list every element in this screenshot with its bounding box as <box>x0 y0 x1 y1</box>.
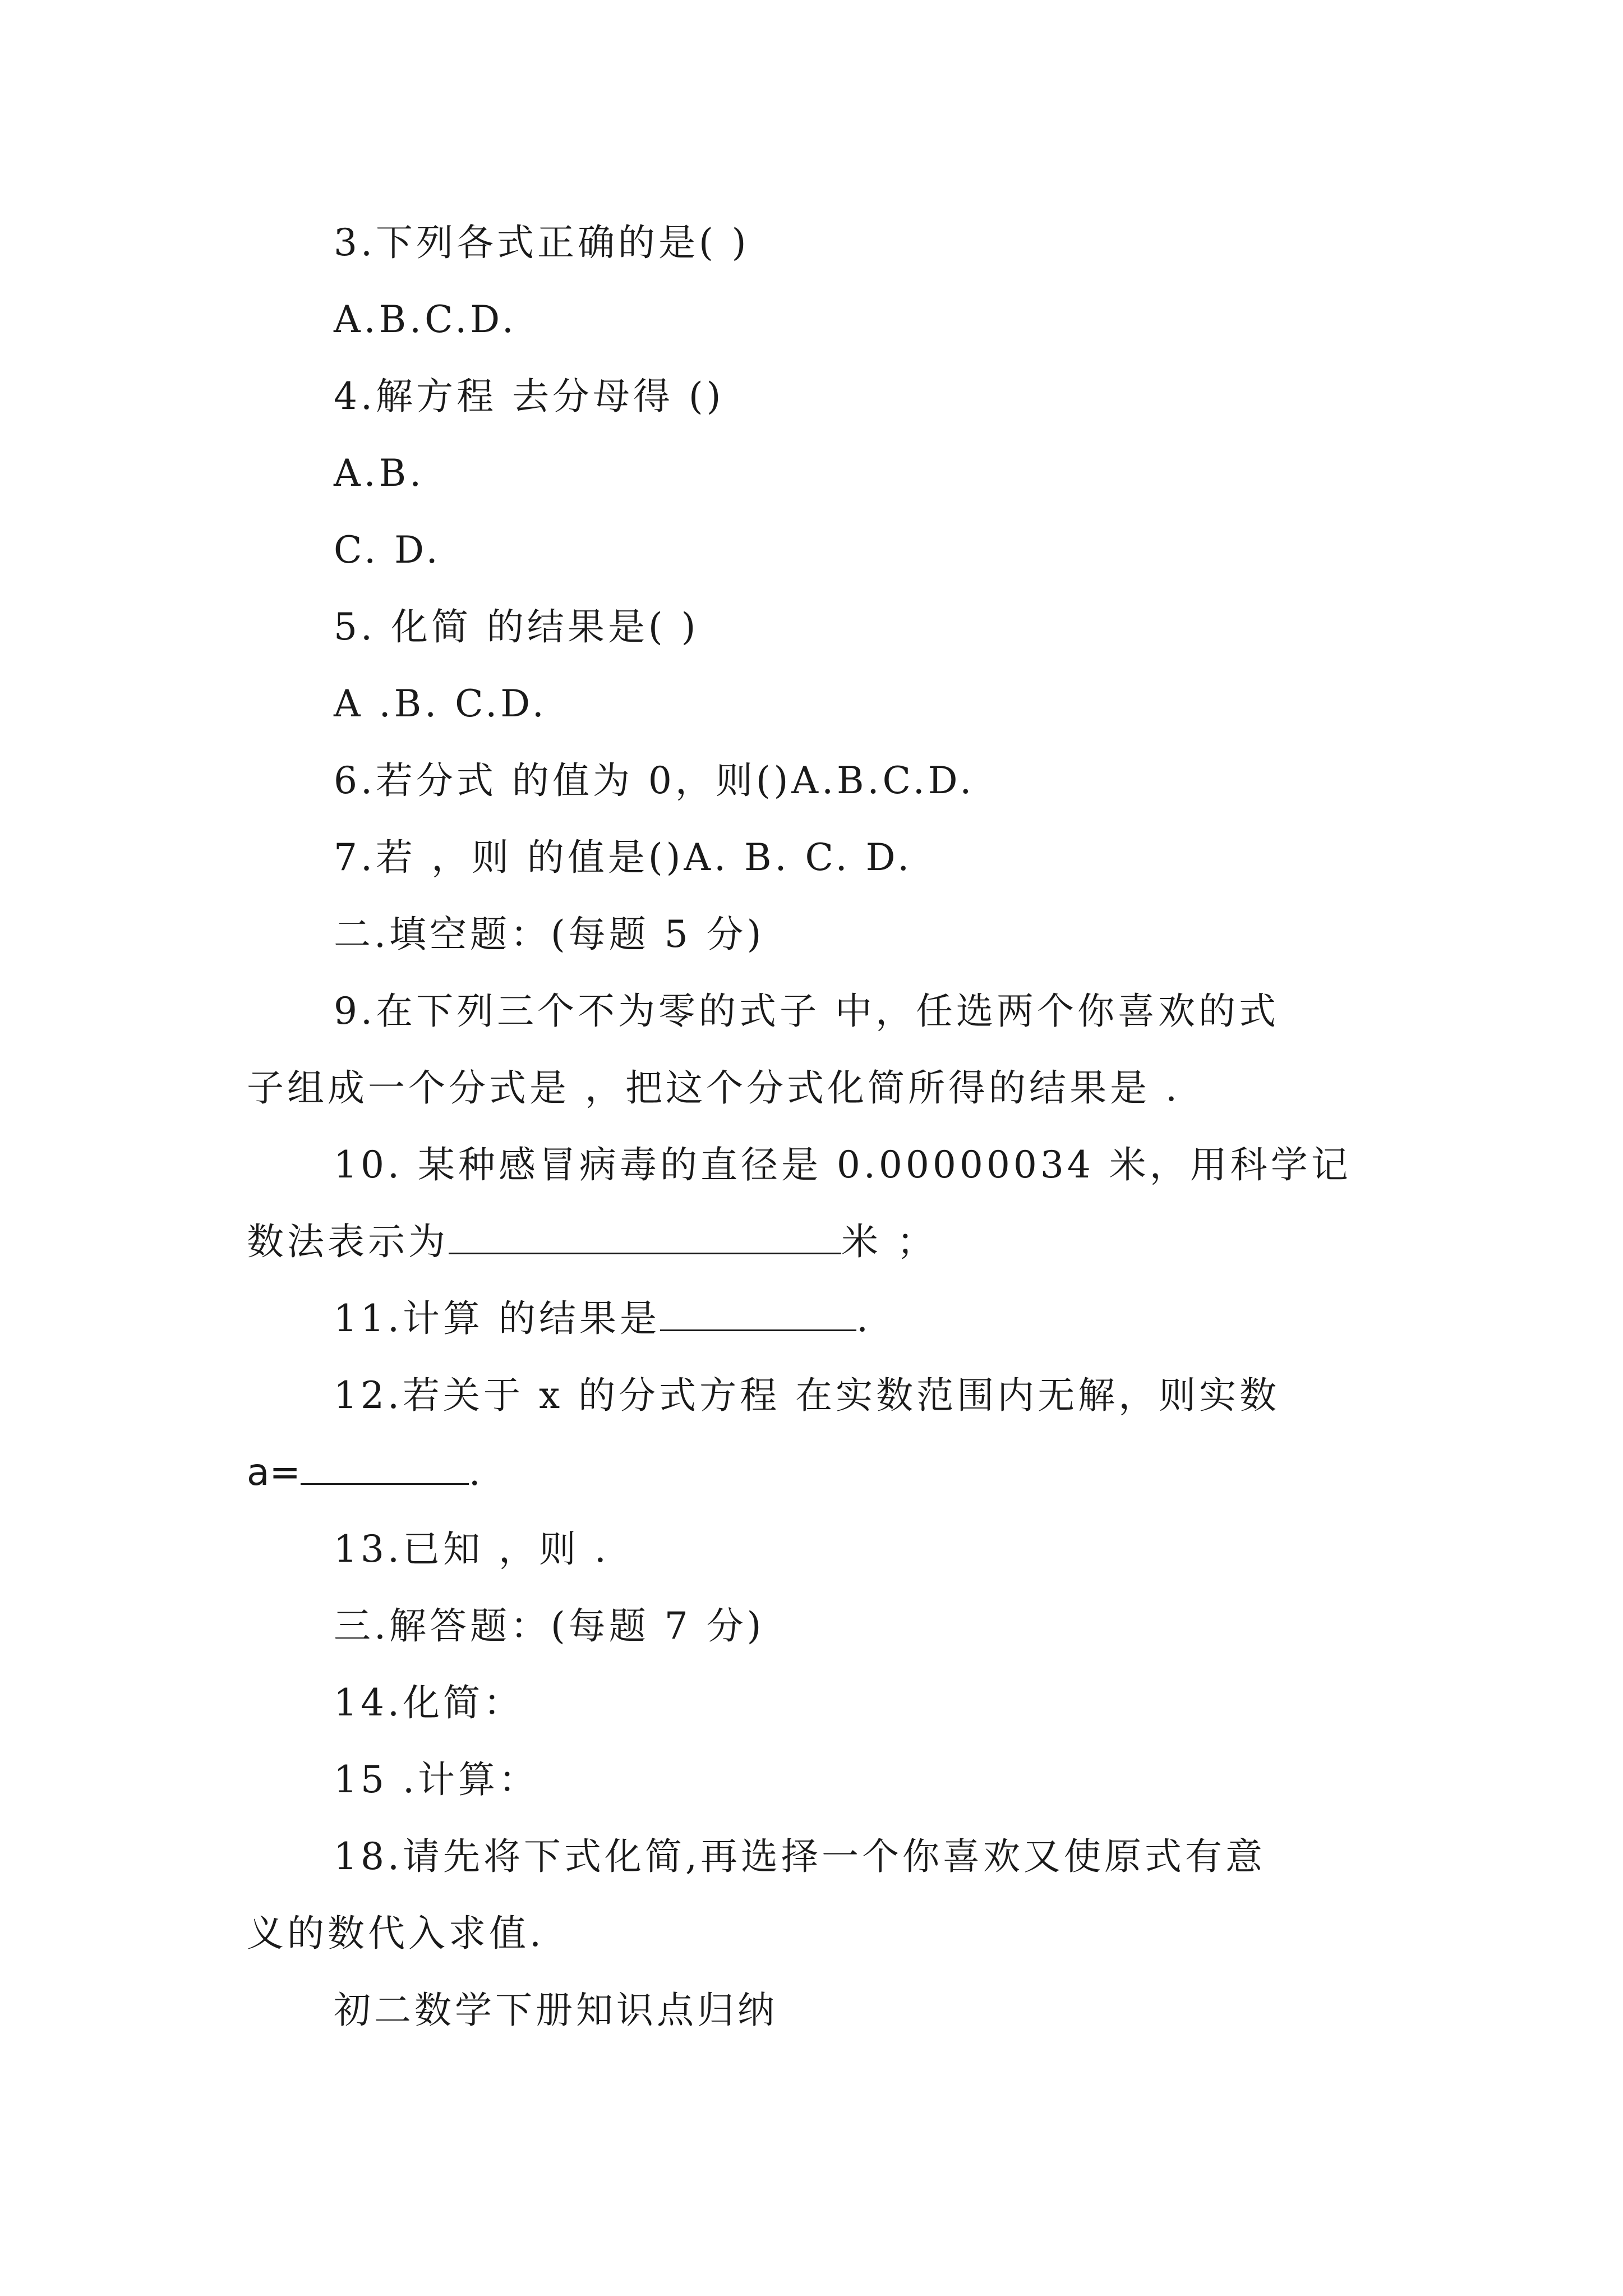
question-18-line-1: 18.请先将下式化简,再选择一个你喜欢又使原式有意 <box>334 1835 1266 1878</box>
question-7: 7.若 ，则 的值是()A. B. C. D. <box>334 836 913 879</box>
question-4-options-cd: C. D. <box>334 528 441 572</box>
question-4-options-ab: A.B. <box>334 452 425 495</box>
question-11-prefix: 11.计算 的结果是 <box>334 1297 660 1340</box>
section-title-knowledge-points: 初二数学下册知识点归纳 <box>334 1989 778 2032</box>
question-10-line-2 <box>247 1220 937 1264</box>
question-3: 3.下列各式正确的是( ) <box>334 221 750 264</box>
question-13: 13.已知 ，则 . <box>334 1527 610 1571</box>
question-5-options: A .B. C.D. <box>334 682 547 725</box>
question-3-options: A.B.C.D. <box>334 298 517 341</box>
question-9-line-2: 子组成一个分式是 ，把这个分式化简所得的结果是 . <box>247 1066 1181 1110</box>
question-9-line-1: 9.在下列三个不为零的式子 中，任选两个你喜欢的式 <box>334 990 1279 1033</box>
question-12-suffix: . <box>468 1451 484 1494</box>
question-11-suffix: . <box>856 1297 872 1340</box>
question-10-prefix: 数法表示为 <box>247 1220 449 1263</box>
question-15: 15 .计算： <box>334 1758 539 1801</box>
answer-blank <box>449 1220 841 1254</box>
question-5: 5. 化简 的结果是( ) <box>334 605 699 648</box>
answer-blank <box>301 1451 469 1485</box>
question-14: 14.化简： <box>334 1681 524 1724</box>
question-4: 4.解方程 去分母得 () <box>334 375 725 418</box>
question-6: 6.若分式 的值为 0，则()A.B.C.D. <box>334 759 975 802</box>
question-12-line-1: 12.若关于 x 的分式方程 在实数范围内无解，则实数 <box>334 1374 1280 1417</box>
question-10-suffix: 米 ； <box>841 1220 937 1263</box>
question-12-prefix: a= <box>247 1451 301 1494</box>
section-fill-in-heading: 二.填空题：(每题 5 分) <box>334 913 765 956</box>
question-10-line-1: 10. 某种感冒病毒的直径是 0.00000034 米，用科学记 <box>334 1143 1352 1186</box>
section-answer-heading: 三.解答题：(每题 7 分) <box>334 1604 765 1648</box>
question-11 <box>334 1296 872 1341</box>
answer-blank <box>660 1297 856 1331</box>
question-12-line-2 <box>247 1450 484 1495</box>
question-18-line-2: 义的数代入求值. <box>247 1912 545 1955</box>
